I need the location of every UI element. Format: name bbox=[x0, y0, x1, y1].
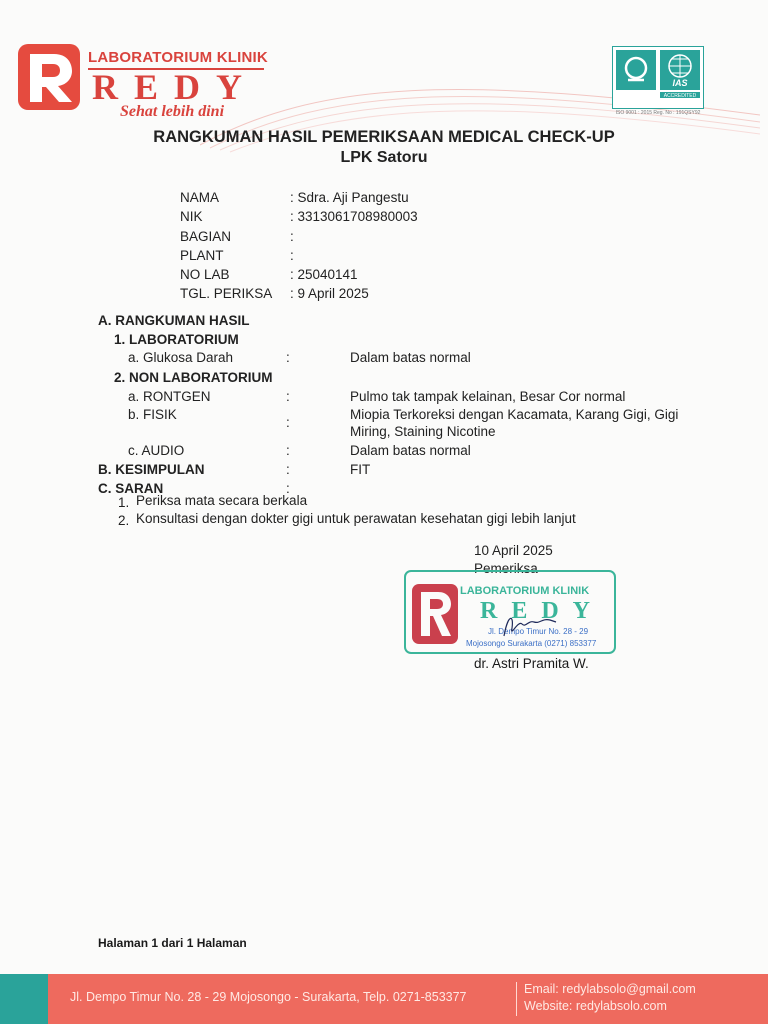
identity-value: : bbox=[290, 248, 294, 263]
identity-value: : bbox=[290, 229, 294, 244]
result-label: c. AUDIO bbox=[128, 443, 185, 458]
identity-value: : 25040141 bbox=[290, 267, 358, 282]
stamp-address: Jl. Dempo Timur No. 28 - 29 bbox=[488, 627, 589, 636]
conclusion-value: FIT bbox=[350, 462, 371, 477]
stamp-phone: Mojosongo Surakarta (0271) 853377 bbox=[466, 639, 597, 648]
footer-email: Email: redylabsolo@gmail.com bbox=[524, 982, 696, 996]
signature-role: Pemeriksa bbox=[474, 561, 538, 576]
footer-accent bbox=[0, 974, 48, 1024]
stamp-brand: REDY bbox=[480, 598, 605, 624]
accreditation-badge bbox=[612, 46, 704, 118]
result-colon: : bbox=[286, 443, 290, 458]
result-colon: : bbox=[286, 389, 290, 404]
identity-value: : Sdra. Aji Pangestu bbox=[290, 190, 409, 205]
identity-label: NIK bbox=[180, 209, 203, 224]
result-value: Miopia Terkoreksi dengan Kacamata, Karang Gigi, Gigi bbox=[350, 407, 679, 422]
page-count: Halaman 1 dari 1 Halaman bbox=[98, 936, 247, 950]
conclusion-colon: : bbox=[286, 462, 290, 477]
lab-name: LABORATORIUM KLINIK bbox=[88, 49, 268, 66]
document-subtitle: LPK Satoru bbox=[340, 149, 428, 166]
result-label: b. FISIK bbox=[128, 407, 177, 422]
brand-name: REDY bbox=[92, 67, 259, 107]
stamp-lab-name: LABORATORIUM KLINIK bbox=[460, 585, 590, 597]
section-heading-summary: A. RANGKUMAN HASIL bbox=[98, 313, 250, 328]
subheading-laboratorium: 1. LABORATORIUM bbox=[114, 332, 239, 347]
identity-value: : 3313061708980003 bbox=[290, 209, 418, 224]
conclusion-label: B. KESIMPULAN bbox=[98, 462, 205, 477]
advice-number: 1. bbox=[118, 495, 130, 510]
clinic-stamp bbox=[404, 570, 616, 654]
result-value: Dalam batas normal bbox=[350, 350, 471, 365]
result-value-continued: Miring, Staining Nicotine bbox=[350, 424, 496, 439]
result-colon: : bbox=[286, 415, 290, 430]
advice-number: 2. bbox=[118, 513, 130, 528]
identity-label: PLANT bbox=[180, 248, 224, 263]
tagline: Sehat lebih dini bbox=[120, 103, 225, 120]
identity-label: BAGIAN bbox=[180, 229, 232, 244]
footer-address: Jl. Dempo Timur No. 28 - 29 Mojosongo - Surakarta, Telp. 0271-853377 bbox=[70, 990, 467, 1004]
footer-divider bbox=[516, 982, 517, 1016]
identity-label: NAMA bbox=[180, 190, 220, 205]
redy-r-logo-icon bbox=[18, 44, 80, 110]
certificate-caption: ISO 9001 : 2015 Reg. No : 191QSY92 bbox=[615, 110, 701, 116]
result-colon: : bbox=[286, 350, 290, 365]
advice-colon: : bbox=[286, 481, 290, 496]
result-value: Pulmo tak tampak kelainan, Besar Cor normal bbox=[350, 389, 626, 404]
result-label: a. Glukosa Darah bbox=[128, 350, 234, 365]
subheading-non-laboratorium: 2. NON LABORATORIUM bbox=[114, 370, 273, 385]
result-label: a. RONTGEN bbox=[128, 389, 211, 404]
svg-text:IAS: IAS bbox=[672, 78, 688, 88]
identity-label: NO LAB bbox=[180, 267, 230, 282]
footer-website: Website: redylabsolo.com bbox=[524, 999, 667, 1013]
advice-label: C. SARAN bbox=[98, 481, 164, 496]
identity-value: : 9 April 2025 bbox=[290, 286, 369, 301]
advice-item: Konsultasi dengan dokter gigi untuk perawatan kesehatan gigi lebih lanjut bbox=[136, 511, 576, 526]
accredited-text: ACCREDITED bbox=[663, 93, 697, 99]
doctor-name: dr. Astri Pramita W. bbox=[474, 656, 589, 671]
advice-item: Periksa mata secara berkala bbox=[136, 493, 308, 508]
document-title: RANGKUMAN HASIL PEMERIKSAAN MEDICAL CHECK-UP bbox=[153, 128, 615, 146]
signature-date: 10 April 2025 bbox=[474, 543, 553, 558]
identity-label: TGL. PERIKSA bbox=[180, 286, 273, 301]
result-value: Dalam batas normal bbox=[350, 443, 471, 458]
